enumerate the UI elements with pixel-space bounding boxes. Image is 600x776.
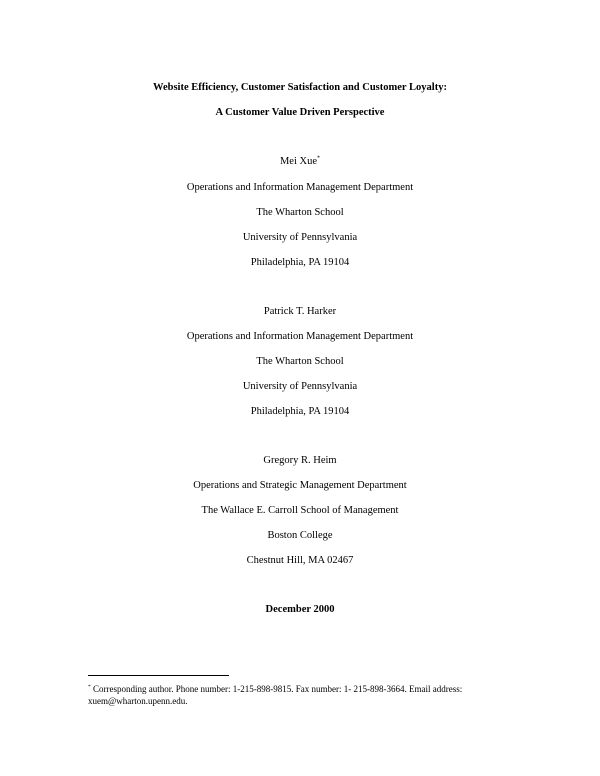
title-line-1: Website Efficiency, Customer Satisfaction and Customer Loyalty:	[153, 82, 447, 93]
author-name-text: Mei Xue	[279, 156, 318, 167]
footnote-line-2: xuem@wharton.upenn.edu.	[88, 696, 188, 706]
author-name: Patrick T. Harker	[263, 306, 337, 317]
footnote-mark: *	[88, 684, 91, 690]
author-department: Operations and Information Management Department	[186, 182, 414, 193]
footnote	[88, 683, 518, 707]
footnote-line-1	[88, 683, 518, 695]
paper-date: December 2000	[265, 604, 335, 615]
author-location: Philadelphia, PA 19104	[250, 257, 350, 268]
author-location: Philadelphia, PA 19104	[250, 406, 350, 417]
title-line-2: A Customer Value Driven Perspective	[215, 107, 385, 118]
author-location: Chestnut Hill, MA 02467	[246, 555, 354, 566]
author-university: University of Pennsylvania	[242, 232, 358, 243]
author-department: Operations and Strategic Management Department	[193, 480, 407, 491]
author-name	[0, 155, 600, 169]
author-school: The Wallace E. Carroll School of Management	[201, 505, 399, 516]
author-school: The Wharton School	[256, 356, 344, 367]
footnote-separator	[88, 675, 229, 676]
author-school: The Wharton School	[256, 207, 344, 218]
author-university: University of Pennsylvania	[242, 381, 358, 392]
author-name: Gregory R. Heim	[263, 455, 337, 466]
author-university: Boston College	[267, 530, 333, 541]
footnote-mark: *	[317, 155, 321, 162]
footnote-text-1: Corresponding author. Phone number: 1-215-898-9815. Fax number: 1- 215-898-3664. Email address:	[93, 684, 463, 694]
author-department: Operations and Information Management Department	[186, 331, 414, 342]
